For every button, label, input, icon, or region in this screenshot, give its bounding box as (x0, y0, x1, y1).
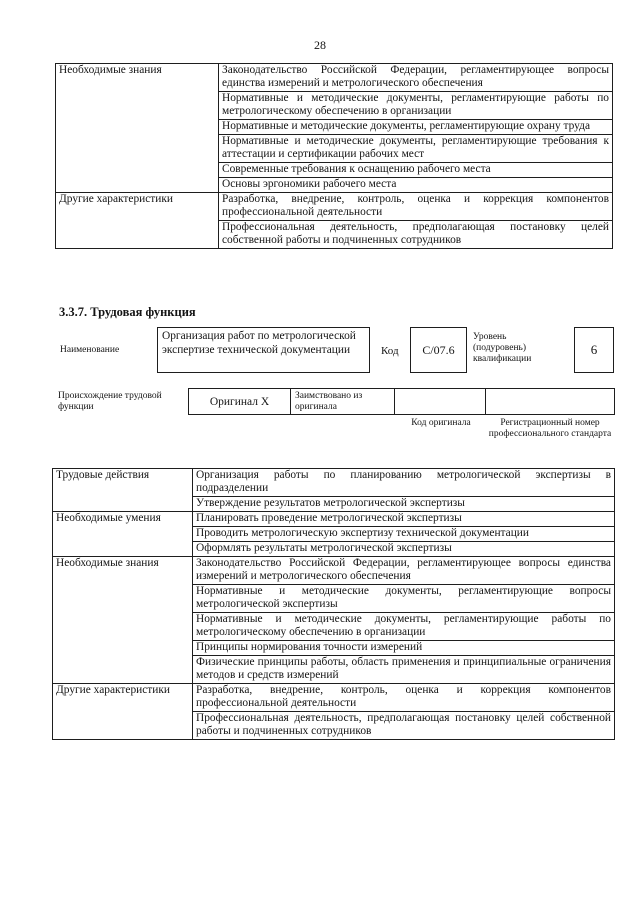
original-box (188, 388, 291, 415)
level-value: 6 (590, 342, 598, 357)
row-item: Профессиональная деятельность, предполагающая постановку целей собственной работы и подчиненных сотрудников (219, 221, 613, 249)
level-box (574, 327, 614, 373)
table-row (53, 469, 615, 497)
row-group-label: Необходимые знания (56, 64, 219, 193)
bottom-requirements-table (52, 468, 615, 740)
original-value: Оригинал X (209, 395, 270, 408)
row-item: Профессиональная деятельность, предполагающая постановку целей собственной работы и подчиненных сотрудников (193, 712, 615, 740)
row-item: Физические принципы работы, область применения и принципиальные ограничения методов и средств измерений (193, 656, 615, 684)
row-group-label: Необходимые умения (53, 512, 193, 557)
row-item: Нормативные и методические документы, регламентирующие работы по метрологическому обеспечению в организации (193, 613, 615, 641)
row-group-label: Другие характеристики (56, 193, 219, 249)
borrowed-box (290, 388, 395, 415)
name-label: Наименование (60, 345, 120, 355)
table-row (53, 557, 615, 585)
row-item: Законодательство Российской Федерации, регламентирующее вопросы единства измерений и метрологического обеспечения (219, 64, 613, 92)
row-item: Основы эргономики рабочего места (219, 178, 613, 193)
reg-number-box (485, 388, 615, 415)
reg-number-caption: Регистрационный номер профессионального стандарта (488, 418, 612, 439)
row-item: Нормативные и методические документы, регламентирующие работы по метрологическому обеспечению в организации (219, 92, 613, 120)
row-item: Современные требования к оснащению рабочего места (219, 163, 613, 178)
top-requirements-table (55, 63, 613, 249)
row-item: Нормативные и методические документы, регламентирующие вопросы метрологической экспертизы (193, 585, 615, 613)
top-table-body (56, 64, 613, 249)
original-code-caption: Код оригинала (411, 418, 471, 428)
page-number: 28 (314, 38, 326, 52)
row-item: Проводить метрологическую экспертизу технической документации (193, 527, 615, 542)
level-label: Уровень (подуровень) квалификации (473, 332, 532, 364)
row-item: Нормативные и методические документы, регламентирующие требования к аттестации и сертификации рабочих мест (219, 135, 613, 163)
function-name-box (157, 327, 370, 373)
row-item: Организация работы по планированию метрологической экспертизы в подразделении (193, 469, 615, 497)
row-item: Законодательство Российской Федерации, регламентирующее вопросы единства измерений и метрологического обеспечения (193, 557, 615, 585)
row-item: Планировать проведение метрологической экспертизы (193, 512, 615, 527)
row-group-label: Необходимые знания (53, 557, 193, 684)
code-box (410, 327, 467, 373)
row-item: Утверждение результатов метрологической экспертизы (193, 497, 615, 512)
original-code-box (394, 388, 486, 415)
row-item: Разработка, внедрение, контроль, оценка и коррекция компонентов профессиональной деятельности (193, 684, 615, 712)
table-row (53, 512, 615, 527)
table-row (56, 64, 613, 92)
row-group-label: Трудовые действия (53, 469, 193, 512)
row-item: Принципы нормирования точности измерений (193, 641, 615, 656)
code-value: C/07.6 (422, 342, 455, 357)
table-row (53, 684, 615, 712)
function-name-value: Организация работ по метрологической экспертизе технической документации (162, 330, 356, 356)
bottom-table-body (53, 469, 615, 740)
row-group-label: Другие характеристики (53, 684, 193, 740)
row-item: Нормативные и методические документы, регламентирующие охрану труда (219, 120, 613, 135)
borrowed-value: Заимствовано из оригинала (295, 391, 363, 412)
section-heading: 3.3.7. Трудовая функция (59, 305, 196, 319)
table-row (56, 193, 613, 221)
code-label: Код (381, 345, 399, 357)
row-item: Разработка, внедрение, контроль, оценка и коррекция компонентов профессиональной деятельности (219, 193, 613, 221)
origin-label: Происхождение трудовой функции (58, 391, 162, 412)
row-item: Оформлять результаты метрологической экспертизы (193, 542, 615, 557)
